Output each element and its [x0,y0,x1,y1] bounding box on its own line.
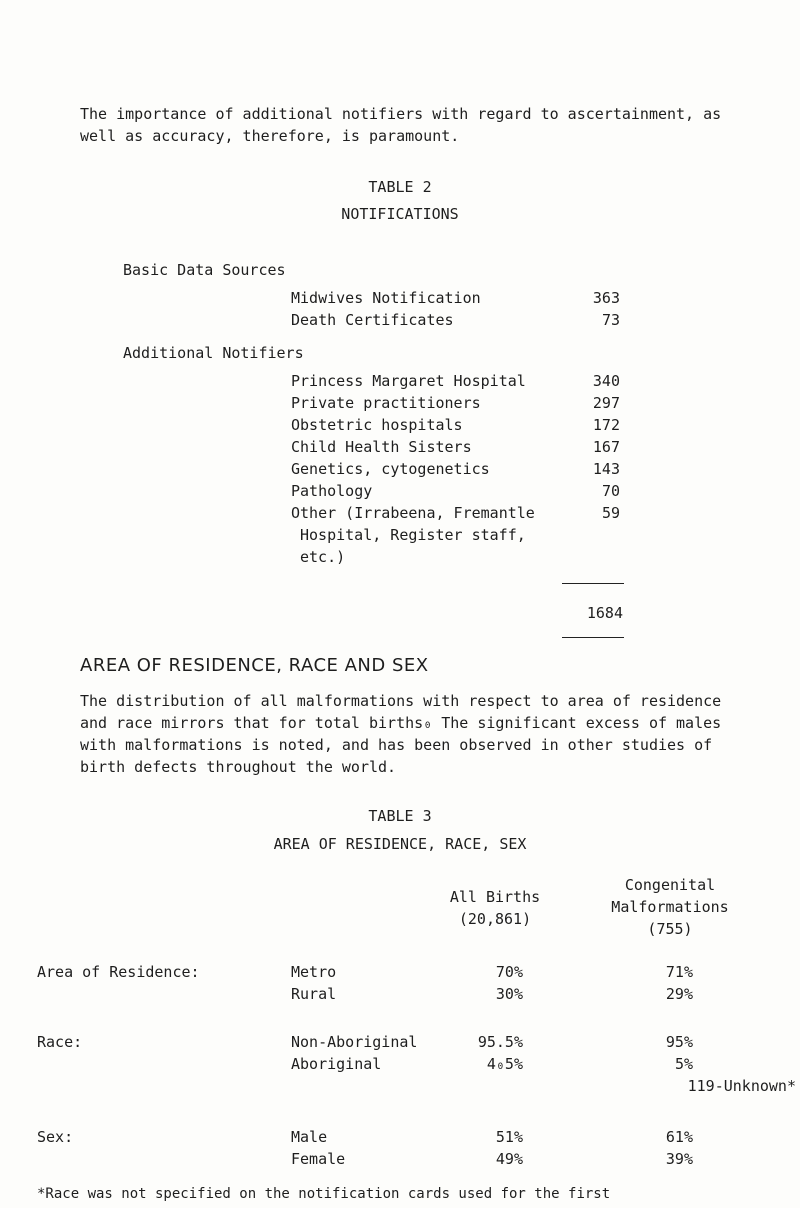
malf-value: 29% [665,985,693,1003]
malf-value: 39% [665,1150,693,1168]
total-value: 1684 [586,604,623,622]
births-value: 49% [495,1150,523,1168]
row-label: Pathology [291,482,373,500]
row-label: Princess Margaret Hospital [291,372,526,390]
row-label: Other (Irrabeena, Fremantle [291,504,535,522]
row-label-continued: etc.) [300,548,346,566]
row-value: 297 [592,394,620,412]
row-label: Obstetric hospitals [291,416,463,434]
table3-title: AREA OF RESIDENCE, RACE, SEX [273,835,527,853]
section-para-line: The distribution of all malformations with respect to area of residence [80,692,722,710]
row-value: 70 [601,482,620,500]
table2-label: TABLE 2 [368,178,432,196]
births-value: 51% [495,1128,523,1146]
intro-line-1: The importance of additional notifiers with regard to ascertainment, as [80,105,722,123]
footnote-line: *Race was not specified on the notification cards used for the first [37,1186,611,1202]
section-para-line: with malformations is noted, and has been observed in other studies of [80,736,713,754]
col-header-all-births: All Births [449,888,541,906]
row-value: 59 [601,504,620,522]
group-label-area: Area of Residence: [37,963,200,981]
row-label: Death Certificates [291,311,454,329]
row-value: 167 [592,438,620,456]
section-para-line: birth defects throughout the world. [80,758,397,776]
row-label-continued: Hospital, Register staff, [300,526,526,544]
row-name: Rural [291,985,337,1003]
col-header-malformations-count: (755) [647,920,693,938]
row-label: Child Health Sisters [291,438,472,456]
births-value: 95.5% [477,1033,523,1051]
table2-title: NOTIFICATIONS [341,205,459,223]
col-header-congenital: Congenital [624,876,716,894]
malf-value: 95% [665,1033,693,1051]
row-name: Metro [291,963,337,981]
col-header-all-births-count: (20,861) [458,910,532,928]
col-header-malformations: Malformations [611,898,729,916]
row-value: 340 [592,372,620,390]
row-name: Non-Aboriginal [291,1033,418,1051]
row-name: Female [291,1150,346,1168]
group-label-race: Race: [37,1033,83,1051]
group-label-sex: Sex: [37,1128,74,1146]
malf-value: 71% [665,963,693,981]
malf-value: 61% [665,1128,693,1146]
total-rule-top [562,583,624,584]
row-name: Male [291,1128,328,1146]
row-value: 172 [592,416,620,434]
total-rule-bottom [562,637,624,638]
row-label: Genetics, cytogenetics [291,460,490,478]
row-value: 73 [601,311,620,329]
row-value: 143 [592,460,620,478]
row-label: Private practitioners [291,394,481,412]
race-unknown: 119-Unknown* [687,1077,796,1095]
births-value: 30% [495,985,523,1003]
additional-notifiers-heading: Additional Notifiers [123,344,304,362]
births-value: 70% [495,963,523,981]
table3-label: TABLE 3 [368,807,432,825]
section-para-line: and race mirrors that for total births₀ The significant excess of males [80,714,722,732]
basic-sources-heading: Basic Data Sources [123,261,286,279]
malf-value: 5% [674,1055,693,1073]
births-value: 4₀5% [486,1055,523,1073]
row-name: Aboriginal [291,1055,382,1073]
section-heading: AREA OF RESIDENCE, RACE AND SEX [80,655,429,676]
row-label: Midwives Notification [291,289,481,307]
row-value: 363 [592,289,620,307]
intro-line-2: well as accuracy, therefore, is paramount. [80,127,460,145]
